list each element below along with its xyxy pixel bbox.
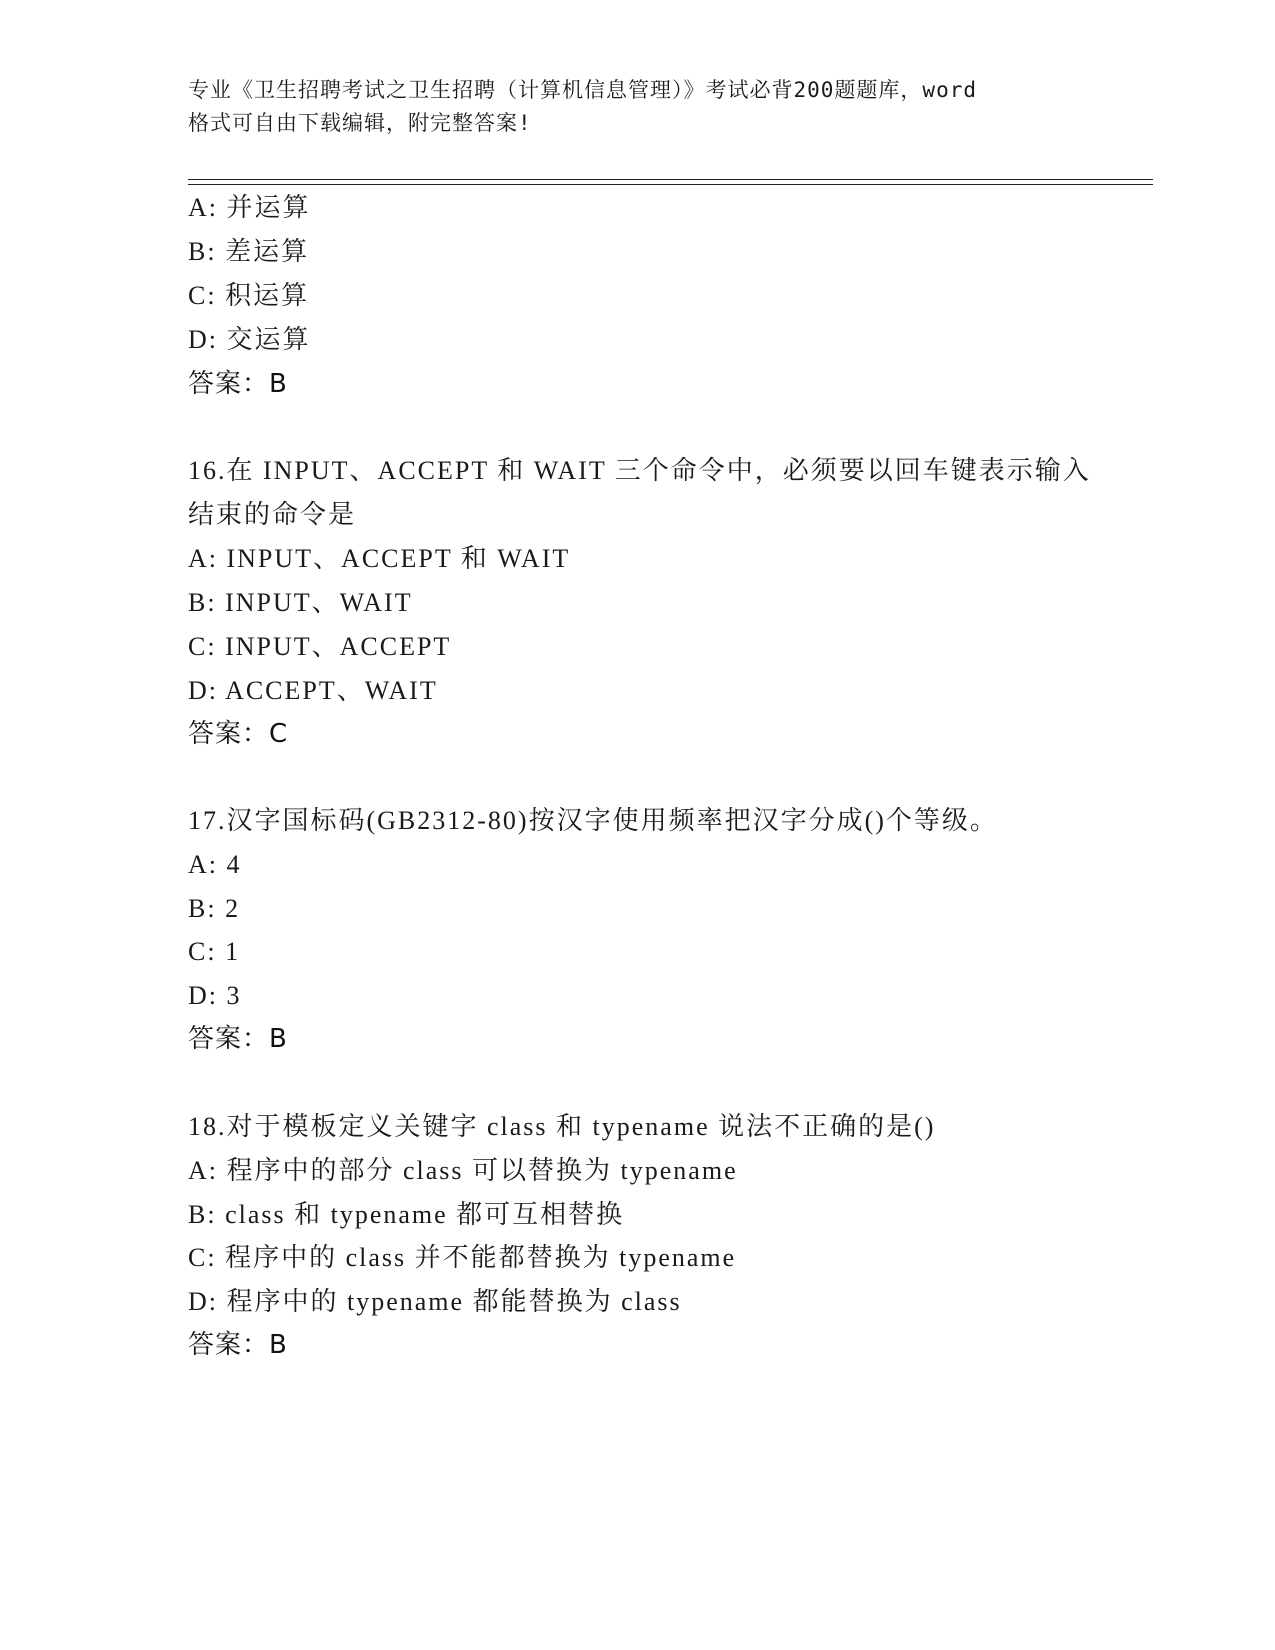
q18-stem: 18.对于模板定义关键字 class 和 typename 说法不正确的是() bbox=[188, 1112, 936, 1141]
q16-option-d: D: ACCEPT、WAIT bbox=[188, 676, 438, 705]
q17-option-b: B: 2 bbox=[188, 894, 241, 923]
q16-stem-line-1: 16.在 INPUT、ACCEPT 和 WAIT 三个命令中，必须要以回车键表示输入 bbox=[188, 456, 1091, 485]
q18-option-d: D: 程序中的 typename 都能替换为 class bbox=[188, 1287, 682, 1316]
q15-option-a: A: 并运算 bbox=[188, 193, 311, 222]
q18-option-c: C: 程序中的 class 并不能都替换为 typename bbox=[188, 1243, 737, 1272]
q17-option-a: A: 4 bbox=[188, 850, 242, 879]
q16-option-a: A: INPUT、ACCEPT 和 WAIT bbox=[188, 544, 571, 573]
q16-option-c: C: INPUT、ACCEPT bbox=[188, 632, 452, 661]
q18-answer: 答案：B bbox=[188, 1330, 288, 1360]
header-divider-bottom bbox=[188, 184, 1153, 185]
q15-option-c: C: 积运算 bbox=[188, 281, 310, 310]
q17-option-c: C: 1 bbox=[188, 937, 241, 966]
document-header bbox=[188, 74, 1088, 140]
q16-answer: 答案：C bbox=[188, 719, 289, 749]
q16-stem-line-2: 结束的命令是 bbox=[188, 500, 357, 529]
q17-stem: 17.汉字国标码(GB2312-80)按汉字使用频率把汉字分成()个等级。 bbox=[188, 806, 998, 835]
q17-answer: 答案：B bbox=[188, 1024, 288, 1054]
header-line-2: 格式可自由下载编辑，附完整答案! bbox=[188, 111, 532, 135]
q18-option-b: B: class 和 typename 都可互相替换 bbox=[188, 1200, 625, 1229]
q18-option-a: A: 程序中的部分 class 可以替换为 typename bbox=[188, 1156, 738, 1185]
header-divider-top bbox=[188, 179, 1153, 180]
q16-option-b: B: INPUT、WAIT bbox=[188, 588, 413, 617]
q17-option-d: D: 3 bbox=[188, 981, 242, 1010]
header-line-1: 专业《卫生招聘考试之卫生招聘（计算机信息管理）》考试必背200题题库，word bbox=[188, 78, 977, 102]
q15-answer: 答案：B bbox=[188, 369, 288, 399]
q15-option-b: B: 差运算 bbox=[188, 237, 310, 266]
q15-option-d: D: 交运算 bbox=[188, 325, 311, 354]
